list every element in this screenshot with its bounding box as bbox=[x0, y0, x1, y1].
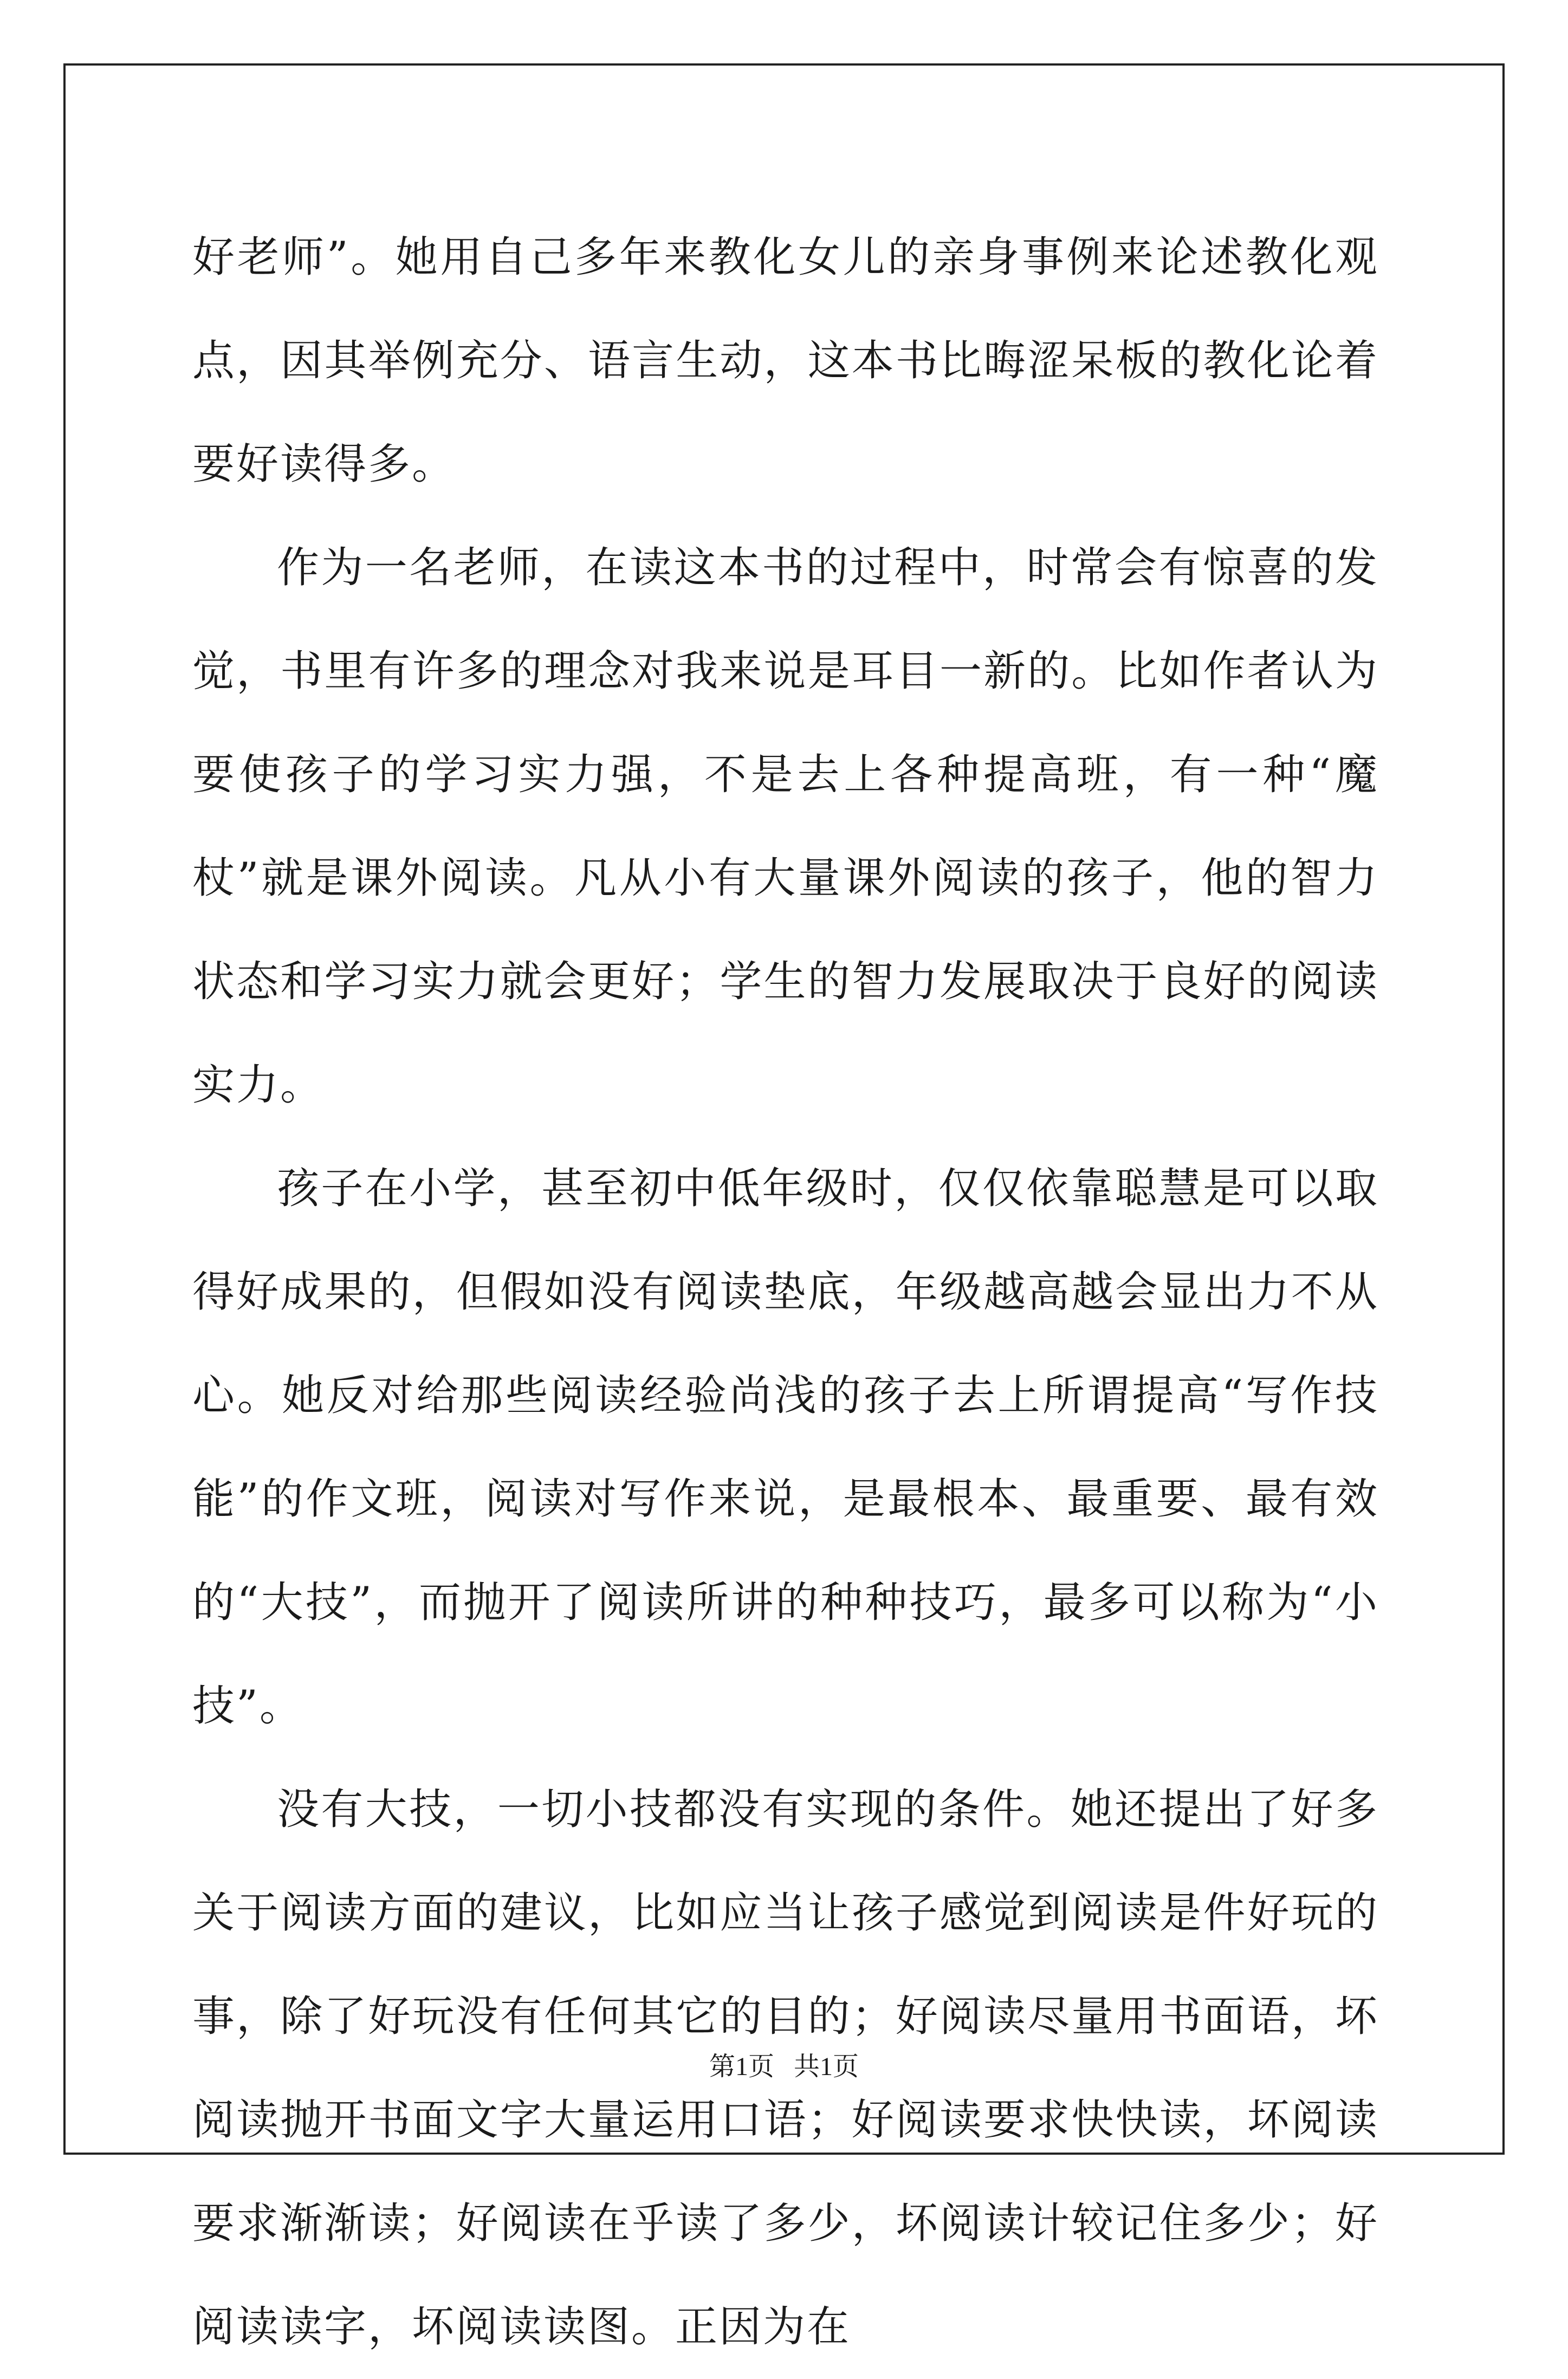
paragraph-1: 好老师”。她用自己多年来教化女儿的亲身事例来论述教化观点，因其举例充分、语言生动，这本书比晦涩呆板的教化论着要好读得多。 bbox=[192, 233, 1379, 489]
paragraph-4: 没有大技，一切小技都没有实现的条件。她还提出了好多关于阅读方面的建议，比如应当让孩子感觉到阅读是件好玩的事，除了好玩没有任何其它的目的；好阅读尽量用书面语，坏阅读抛开书面文字大量运用口语；好阅读要求快快读，坏阅读要求渐渐读；好阅读在乎读了多少，坏阅读计较记住多少；好阅读读字，坏阅读读图。正因为在 bbox=[192, 1785, 1379, 2351]
page-number-footer: 第1页 共1页 bbox=[709, 2052, 859, 2081]
paragraph-2: 作为一名老师，在读这本书的过程中，时常会有惊喜的发觉，书里有许多的理念对我来说是耳目一新的。比如作者认为要使孩子的学习实力强，不是去上各种提高班，有一种“魔杖”就是课外阅读。凡从小有大量课外阅读的孩子，他的智力状态和学习实力就会更好；学生的智力发展取决于良好的阅读实力。 bbox=[192, 543, 1379, 1110]
paragraph-3: 孩子在小学，甚至初中低年级时，仅仅依靠聪慧是可以取得好成果的，但假如没有阅读垫底，年级越高越会显出力不从心。她反对给那些阅读经验尚浅的孩子去上所谓提高“写作技能”的作文班，阅读对写作来说，是最根本、最重要、最有效的“大技”，而抛开了阅读所讲的种种技巧，最多可以称为“小技”。 bbox=[192, 1164, 1379, 1730]
